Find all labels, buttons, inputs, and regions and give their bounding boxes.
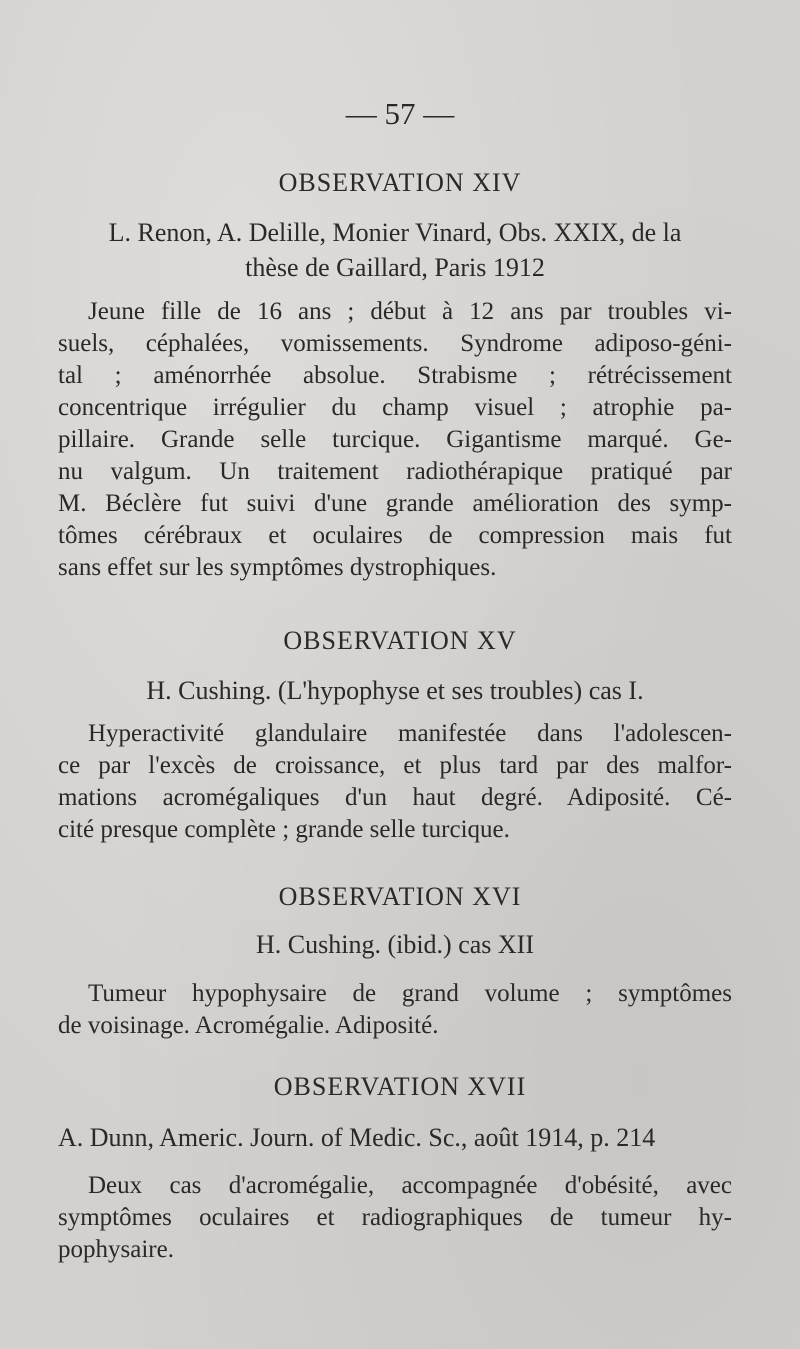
observation-heading: OBSERVATION XV	[283, 626, 517, 655]
body-line: Hyperactivité glandulaire manifestée dans l'adolescen-	[88, 720, 732, 747]
body-line: concentrique irrégulier du champ visuel ; atrophie pa-	[58, 394, 732, 421]
body-line: M. Béclère fut suivi d'une grande amélioration des symp-	[58, 490, 732, 517]
observation-heading: OBSERVATION XVI	[278, 882, 522, 911]
observation-heading: OBSERVATION XVII	[273, 1072, 527, 1101]
observation-reference	[60, 215, 730, 285]
body-line: Tumeur hypophysaire de grand volume ; symptômes	[88, 980, 732, 1007]
body-line: suels, céphalées, vomissements. Syndrome adiposo-géni-	[58, 330, 732, 357]
page-number: — 57 —	[345, 96, 455, 131]
body-line: ce par l'excès de croissance, et plus tard par des malfor-	[58, 752, 732, 779]
observation-body	[58, 978, 732, 1042]
observation-heading: OBSERVATION XIV	[278, 168, 522, 197]
reference-line: H. Cushing. (L'hypophyse et ses troubles) cas I.	[146, 676, 644, 705]
body-line: pillaire. Grande selle turcique. Gigantisme marqué. Ge-	[58, 426, 732, 453]
body-line: symptômes oculaires et radiographiques de tumeur hy-	[58, 1204, 732, 1231]
body-line: tal ; aménorrhée absolue. Strabisme ; rétrécissement	[58, 362, 732, 389]
body-line: de voisinage. Acromégalie. Adiposité.	[58, 1012, 439, 1039]
body-line: mations acromégaliques d'un haut degré. Adiposité. Cé-	[58, 784, 732, 811]
observation-reference	[58, 1120, 738, 1155]
reference-line: thèse de Gaillard, Paris 1912	[245, 253, 545, 282]
body-line: sans effet sur les symptômes dystrophiques.	[58, 554, 497, 581]
observation-body	[58, 718, 732, 846]
reference-line: L. Renon, A. Delille, Monier Vinard, Obs. XXIX, de la	[108, 218, 682, 247]
body-line: Jeune fille de 16 ans ; début à 12 ans par troubles vi-	[88, 298, 732, 325]
body-line: pophysaire.	[58, 1236, 174, 1263]
body-line: Deux cas d'acromégalie, accompagnée d'obésité, avec	[88, 1172, 732, 1199]
observation-reference	[60, 927, 730, 962]
reference-line: A. Dunn, Americ. Journ. of Medic. Sc., août 1914, p. 214	[58, 1123, 656, 1152]
observation-body	[58, 296, 732, 584]
body-line: tômes cérébraux et oculaires de compression mais fut	[58, 522, 732, 549]
observation-body	[58, 1170, 732, 1266]
body-line: cité presque complète ; grande selle turcique.	[58, 816, 510, 843]
reference-line: H. Cushing. (ibid.) cas XII	[255, 930, 534, 959]
body-line: nu valgum. Un traitement radiothérapique pratiqué par	[58, 458, 732, 485]
observation-reference	[60, 673, 730, 708]
